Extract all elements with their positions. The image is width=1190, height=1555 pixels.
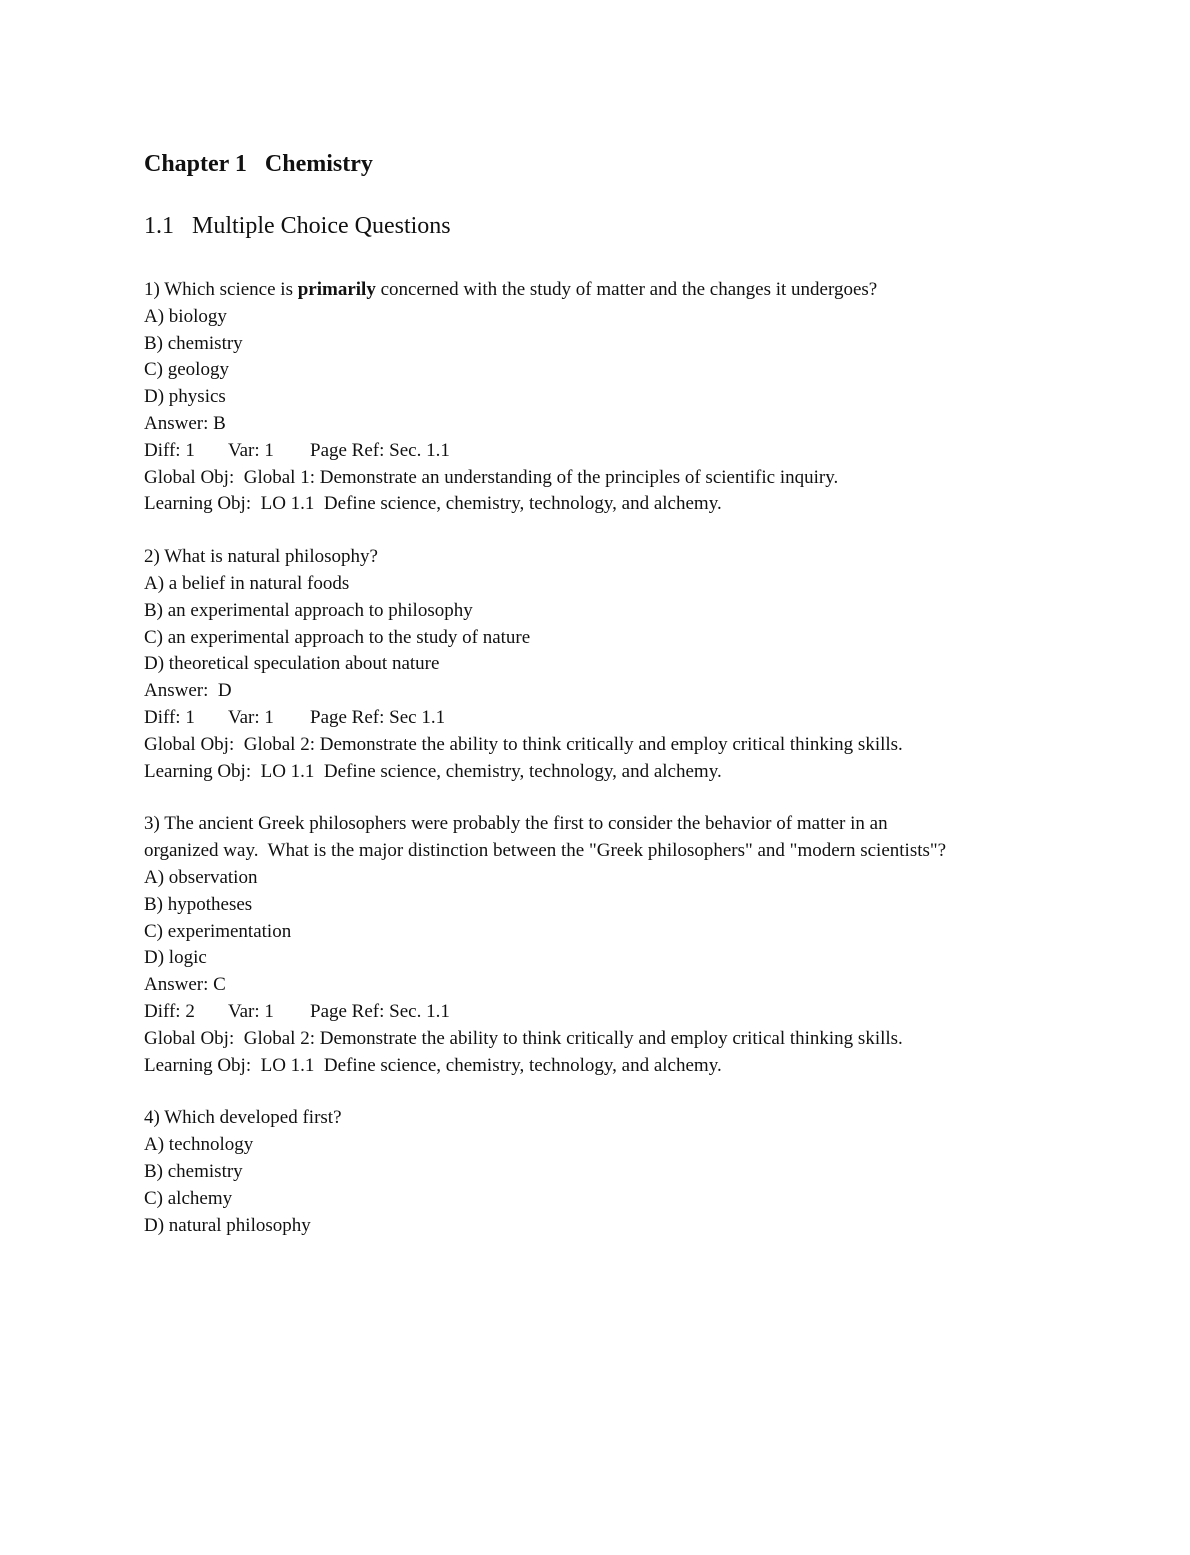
stem-text: 1) Which science is — [144, 279, 298, 300]
meta-line — [144, 999, 1104, 1026]
learning-objective: Learning Obj: LO 1.1 Define science, chemistry, technology, and alchemy. — [144, 1054, 722, 1076]
question-stem: 4) Which developed first? — [144, 1107, 342, 1129]
option-d: D) natural philosophy — [144, 1214, 311, 1236]
difficulty: Diff: 1 — [144, 439, 195, 461]
global-objective: Global Obj: Global 1: Demonstrate an understanding of the principles of scientific inquiry. — [144, 466, 839, 488]
global-objective: Global Obj: Global 2: Demonstrate the ability to think critically and employ critical thinking skills. — [144, 1027, 903, 1049]
question-stem: 2) What is natural philosophy? — [144, 546, 378, 568]
question-2 — [144, 544, 1104, 785]
option-b: B) hypotheses — [144, 893, 253, 915]
option-c: C) alchemy — [144, 1187, 233, 1209]
stem-emphasis: primarily — [297, 279, 376, 300]
chapter-title: Chapter 1 Chemistry — [144, 151, 373, 177]
option-c: C) geology — [144, 359, 229, 381]
option-c: C) experimentation — [144, 920, 292, 942]
section-title: 1.1 Multiple Choice Questions — [144, 213, 451, 239]
question-stem-line-2: organized way. What is the major distinction between the "Greek philosophers" and "modern scientists"? — [144, 840, 947, 862]
option-d: D) logic — [144, 947, 207, 969]
answer: Answer: B — [144, 412, 226, 434]
learning-objective: Learning Obj: LO 1.1 Define science, chemistry, technology, and alchemy. — [144, 493, 722, 515]
variant: Var: 1 — [228, 706, 274, 728]
option-a: A) observation — [144, 866, 258, 888]
meta-line — [144, 438, 1104, 465]
question-list — [144, 277, 1104, 1239]
variant: Var: 1 — [228, 439, 274, 461]
option-b: B) chemistry — [144, 332, 243, 354]
option-b: B) chemistry — [144, 1160, 243, 1182]
variant: Var: 1 — [228, 1000, 274, 1022]
question-stem — [144, 277, 1104, 304]
difficulty: Diff: 2 — [144, 1000, 195, 1022]
question-stem-line-1: 3) The ancient Greek philosophers were probably the first to consider the behavior of matter in an — [144, 813, 888, 835]
option-c: C) an experimental approach to the study of nature — [144, 626, 531, 648]
option-a: A) technology — [144, 1134, 254, 1156]
option-b: B) an experimental approach to philosophy — [144, 599, 473, 621]
option-a: A) a belief in natural foods — [144, 572, 350, 594]
question-1 — [144, 277, 1104, 518]
question-3 — [144, 811, 1104, 1079]
option-d: D) physics — [144, 386, 226, 408]
question-4 — [144, 1105, 1104, 1239]
learning-objective: Learning Obj: LO 1.1 Define science, chemistry, technology, and alchemy. — [144, 760, 722, 782]
stem-text: concerned with the study of matter and the changes it undergoes? — [375, 279, 878, 300]
option-a: A) biology — [144, 305, 227, 327]
answer: Answer: D — [144, 680, 232, 702]
answer: Answer: C — [144, 974, 226, 996]
page-ref: Page Ref: Sec 1.1 — [310, 706, 446, 728]
difficulty: Diff: 1 — [144, 706, 195, 728]
global-objective: Global Obj: Global 2: Demonstrate the ability to think critically and employ critical thinking skills. — [144, 733, 903, 755]
meta-line — [144, 705, 1104, 732]
page-ref: Page Ref: Sec. 1.1 — [310, 439, 450, 461]
option-d: D) theoretical speculation about nature — [144, 653, 440, 675]
page-ref: Page Ref: Sec. 1.1 — [310, 1000, 450, 1022]
document-page — [144, 148, 1104, 1265]
